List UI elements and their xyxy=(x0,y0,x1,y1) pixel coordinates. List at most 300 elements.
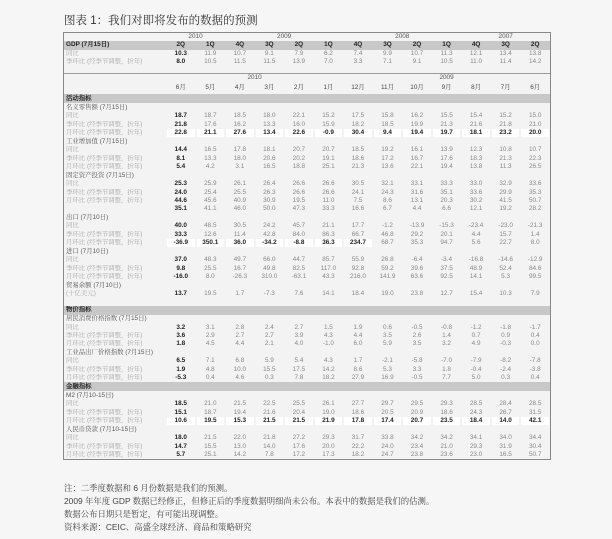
highlighted-value: 18.4 xyxy=(462,417,490,425)
value-cell: 18.6 xyxy=(351,408,365,416)
value-cell xyxy=(255,239,285,247)
value-cell: 4.4 xyxy=(353,331,363,339)
value-cell: 29.3 xyxy=(440,400,453,408)
value-cell: 18.2 xyxy=(322,374,335,382)
value-cell: 14.0 xyxy=(263,442,276,450)
highlighted-value: 234.7 xyxy=(344,239,372,247)
value-cell: -14.6 xyxy=(498,256,513,264)
value-cell: 33.0 xyxy=(469,180,483,188)
value-cell: 2.6 xyxy=(412,331,422,339)
value-cell: 31.7 xyxy=(351,434,365,442)
month-label: 5月 xyxy=(205,84,216,92)
value-cell: 24.7 xyxy=(381,450,394,458)
value-cell: 18.0 xyxy=(174,434,187,442)
value-cell: 18.5 xyxy=(381,120,394,128)
value-cell: 30.4 xyxy=(528,442,542,450)
value-cell: 35.1 xyxy=(440,188,453,196)
value-cell: 13.8 xyxy=(528,49,542,57)
highlighted-value: 17.8 xyxy=(344,417,372,425)
table-row xyxy=(64,129,550,137)
value-cell: 29.2 xyxy=(410,230,424,238)
value-cell: -1.2 xyxy=(381,222,393,230)
value-cell: 7.5 xyxy=(353,196,363,204)
value-cell: 15.4 xyxy=(469,112,483,120)
value-cell: 50.0 xyxy=(263,205,276,213)
value-cell: 141.9 xyxy=(379,272,396,280)
value-cell: 92.8 xyxy=(351,264,365,272)
section-header xyxy=(64,94,550,103)
value-cell: 5.7 xyxy=(176,450,186,458)
value-cell: 18.6 xyxy=(351,154,365,162)
value-cell: 29.5 xyxy=(410,400,424,408)
value-cell: 22.1 xyxy=(410,162,424,170)
value-cell: 49.7 xyxy=(233,256,247,264)
value-cell: 30.5 xyxy=(233,222,247,230)
value-cell: 26.4 xyxy=(263,180,276,188)
value-cell: -0.5 xyxy=(411,374,423,382)
highlighted-value: 20.0 xyxy=(521,129,549,137)
value-cell xyxy=(402,417,432,425)
notes xyxy=(64,482,434,534)
highlighted-value: 19.4 xyxy=(403,129,431,137)
value-cell xyxy=(166,417,196,425)
value-cell: 21.3 xyxy=(440,120,453,128)
value-cell: 10.5 xyxy=(204,57,217,65)
value-cell: 43.3 xyxy=(322,272,335,280)
value-cell: 3.3 xyxy=(353,57,363,65)
note: 资料来源：CEIC、高盛全球经济、商品和策略研究 xyxy=(64,522,252,532)
value-cell: 21.8 xyxy=(263,434,276,442)
value-cell: 5.3 xyxy=(501,272,511,280)
value-cell: 7.0 xyxy=(323,57,333,65)
value-cell: 6.7 xyxy=(383,205,392,213)
table-row xyxy=(64,400,550,408)
value-cell: 11.3 xyxy=(440,49,453,57)
year-label: 2008 xyxy=(395,33,410,40)
value-cell: -5.3 xyxy=(175,374,187,382)
value-cell: 18.1 xyxy=(263,146,276,154)
value-cell: 1.7 xyxy=(353,357,363,365)
value-cell: -23.4 xyxy=(468,222,484,230)
value-cell: 19.4 xyxy=(440,162,453,170)
row-label: 月环比 (经季节调整，折年) xyxy=(66,239,143,247)
value-cell: 26.6 xyxy=(322,180,335,188)
value-cell: 25.5 xyxy=(233,188,247,196)
value-cell: 15.2 xyxy=(499,112,512,120)
value-cell: 3.5 xyxy=(412,340,422,348)
value-cell: 16.1 xyxy=(410,146,424,154)
row-label: 季环比 (经季节调整，折年) xyxy=(66,331,143,339)
value-cell: 63.6 xyxy=(410,272,424,280)
table-row xyxy=(64,273,550,281)
row-label: 同比 xyxy=(66,357,79,365)
value-cell: -0.5 xyxy=(411,323,423,331)
value-cell: 19.2 xyxy=(381,146,394,154)
value-cell: 4.4 xyxy=(412,205,422,213)
value-cell: 17.5 xyxy=(292,365,306,373)
quarter-label: 1Q xyxy=(314,41,344,49)
month-label: 6月 xyxy=(530,84,541,92)
value-cell: 5.9 xyxy=(264,357,274,365)
value-cell: 22.7 xyxy=(499,239,512,247)
value-cell: 17.5 xyxy=(351,112,365,120)
row-label: 月环比 (经季节调整，折年) xyxy=(66,272,143,280)
table-row xyxy=(64,231,550,239)
highlighted-value: 21.1 xyxy=(197,129,225,137)
table-row xyxy=(64,324,550,332)
value-cell: 25.5 xyxy=(292,400,306,408)
value-cell: 5.9 xyxy=(383,340,392,348)
month-header-row xyxy=(64,82,550,94)
value-cell: 16.9 xyxy=(381,374,394,382)
value-cell: 23.0 xyxy=(469,450,483,458)
value-cell: 17.2 xyxy=(381,154,394,162)
highlighted-value: 14.0 xyxy=(492,417,520,425)
value-cell: 6.5 xyxy=(176,357,186,365)
value-cell: 16.7 xyxy=(410,154,424,162)
value-cell: 3.6 xyxy=(176,331,186,339)
value-cell: 26.1 xyxy=(322,400,335,408)
value-cell: 10.3 xyxy=(174,49,187,57)
value-cell: 0.4 xyxy=(530,331,540,339)
value-cell: -1.0 xyxy=(322,340,334,348)
row-label: 季环比 (经季节调整，折年) xyxy=(66,154,143,162)
value-cell: 16.5 xyxy=(263,162,276,170)
value-cell: 7.9 xyxy=(530,290,540,298)
value-cell: 4.6 xyxy=(235,374,245,382)
value-cell: 15.5 xyxy=(440,112,453,120)
value-cell: 1.8 xyxy=(442,365,451,373)
value-cell: -15.3 xyxy=(439,222,454,230)
value-cell: 2.7 xyxy=(294,323,304,331)
value-cell: 22.0 xyxy=(233,434,247,442)
value-cell: 26.1 xyxy=(233,180,247,188)
value-cell: -7.8 xyxy=(529,357,541,365)
value-cell: -0.3 xyxy=(500,340,512,348)
year-label: 2009 xyxy=(277,33,292,40)
value-cell: 86.3 xyxy=(322,230,335,238)
value-cell: 22.5 xyxy=(263,400,276,408)
value-cell xyxy=(225,129,255,137)
value-cell: 13.6 xyxy=(381,162,394,170)
value-cell: 4.3 xyxy=(323,331,333,339)
value-cell: -16.8 xyxy=(468,256,484,264)
value-cell: 16.2 xyxy=(410,112,424,120)
value-cell: 0.0 xyxy=(530,340,540,348)
value-cell: 19.0 xyxy=(322,408,335,416)
value-cell: 0.7 xyxy=(471,331,481,339)
cell xyxy=(284,74,402,83)
value-cell: 6.8 xyxy=(235,357,245,365)
value-cell: 35.3 xyxy=(410,239,424,247)
quarter-label: 3Q xyxy=(255,41,285,49)
value-cell: 34.0 xyxy=(499,434,512,442)
value-cell: 40.0 xyxy=(174,222,187,230)
table-row xyxy=(64,112,550,120)
note: 数据公布日期只是暂定，有可能出现调整。 xyxy=(64,509,224,519)
value-cell: 28.4 xyxy=(499,400,512,408)
value-cell: -21.3 xyxy=(527,222,543,230)
value-cell: 33.6 xyxy=(528,180,542,188)
group-header xyxy=(64,247,550,256)
value-cell xyxy=(343,129,373,137)
value-cell: 28.5 xyxy=(469,400,483,408)
row-label: 月环比 (经季节调整，折年) xyxy=(66,374,143,382)
value-cell: 18.0 xyxy=(233,154,247,162)
value-cell: 48.3 xyxy=(204,256,217,264)
value-cell: 2.9 xyxy=(205,331,215,339)
value-cell: 34.2 xyxy=(410,434,424,442)
highlighted-value: 21.9 xyxy=(315,417,343,425)
value-cell: 12.1 xyxy=(469,205,483,213)
value-cell: -16.0 xyxy=(173,272,189,280)
value-cell: 50.7 xyxy=(528,450,542,458)
value-cell: 3.9 xyxy=(294,331,304,339)
month-label: 10月 xyxy=(410,84,424,92)
value-cell: -8.2 xyxy=(500,357,512,365)
value-cell: 66.0 xyxy=(263,256,276,264)
cell xyxy=(64,33,166,41)
indicator-title: 进口 (7月10日) xyxy=(66,247,109,255)
value-cell: 7.1 xyxy=(205,357,215,365)
value-cell: 13.7 xyxy=(174,290,187,298)
value-cell: 84.0 xyxy=(292,230,306,238)
cell xyxy=(491,74,550,83)
value-cell: 18.5 xyxy=(233,112,247,120)
value-cell: 16.5 xyxy=(499,450,512,458)
value-cell: 1.7 xyxy=(235,290,245,298)
section-title: GDP (7月15日) xyxy=(64,41,166,49)
value-cell: 33.8 xyxy=(381,434,394,442)
row-label: 同比 xyxy=(66,146,79,154)
value-cell: 19.4 xyxy=(233,408,247,416)
value-cell: 10.0 xyxy=(233,365,247,373)
value-cell: 0.6 xyxy=(383,323,392,331)
value-cell: 117.0 xyxy=(320,264,337,272)
section-header xyxy=(64,306,550,315)
value-cell: 5.4 xyxy=(176,162,186,170)
year-label: 2010 xyxy=(225,74,284,83)
value-cell xyxy=(314,239,344,247)
value-cell: 14.2 xyxy=(322,365,335,373)
value-cell: 23.4 xyxy=(410,442,424,450)
value-cell: 25.3 xyxy=(174,180,187,188)
table-row xyxy=(64,451,550,459)
value-cell: 21.5 xyxy=(204,434,217,442)
value-cell: 68.7 xyxy=(381,239,394,247)
highlighted-value: 13.4 xyxy=(256,129,284,137)
month-label: 12月 xyxy=(351,84,365,92)
value-cell: 2.4 xyxy=(264,323,274,331)
value-cell: 23.8 xyxy=(410,290,424,298)
table-row xyxy=(64,205,550,213)
note: 2009 年年度 GDP 数据已经修正，但修正后的季度数据明细尚未公布。本表中的数据是我们的估测。 xyxy=(64,496,435,506)
value-cell xyxy=(284,239,314,247)
value-cell: 21.6 xyxy=(263,408,276,416)
value-cell: 0.9 xyxy=(501,331,511,339)
group-header xyxy=(64,171,550,180)
value-cell: 59.2 xyxy=(381,264,394,272)
value-cell: 19.5 xyxy=(204,290,217,298)
value-cell: 30.5 xyxy=(351,180,365,188)
highlighted-value: 21.5 xyxy=(256,417,284,425)
table-row xyxy=(64,155,550,163)
highlighted-value: -34.2 xyxy=(256,239,284,247)
table-row xyxy=(64,357,550,365)
row-label: 季环比 (经季节调整，折年) xyxy=(66,442,143,450)
row-label: 月环比 (经季节调整，折年) xyxy=(66,450,143,458)
value-cell: -13.9 xyxy=(409,222,425,230)
value-cell: 13.3 xyxy=(204,154,217,162)
value-cell: 34.2 xyxy=(440,434,453,442)
value-cell: 18.5 xyxy=(174,400,187,408)
highlighted-value: 21.5 xyxy=(285,417,313,425)
value-cell xyxy=(196,417,226,425)
row-label: 同比 xyxy=(66,222,79,230)
row-label: 同比 xyxy=(66,180,79,188)
year-label: 2010 xyxy=(188,33,203,40)
row-label: 同比 xyxy=(66,49,79,57)
indicator-title: 贸易余额 (7月10日) xyxy=(66,281,122,289)
value-cell: 8.6 xyxy=(383,196,392,204)
value-cell: -3.4 xyxy=(441,256,453,264)
table-row xyxy=(64,222,550,230)
value-cell: 18.5 xyxy=(351,146,365,154)
cell xyxy=(166,74,225,83)
value-cell: 24.3 xyxy=(469,408,483,416)
quarter-label: 4Q xyxy=(343,41,373,49)
table-row xyxy=(64,290,550,298)
value-cell: 45.7 xyxy=(292,222,306,230)
value-cell: 29.3 xyxy=(322,434,335,442)
value-cell: 19.2 xyxy=(499,205,512,213)
highlighted-value: -0.9 xyxy=(315,129,343,137)
table-row xyxy=(64,180,550,188)
value-cell: 3.1 xyxy=(235,162,245,170)
value-cell: 41.5 xyxy=(499,196,512,204)
value-cell: 10.7 xyxy=(528,146,542,154)
value-cell: 17.7 xyxy=(351,222,365,230)
value-cell: 37.0 xyxy=(174,256,187,264)
value-cell: 34.4 xyxy=(528,434,542,442)
note: 注：二季度数据和 6 月份数据是我们的预测。 xyxy=(64,483,233,493)
value-cell: 14.2 xyxy=(233,450,247,458)
value-cell: -12.9 xyxy=(527,256,543,264)
section-title: 金融指标 xyxy=(64,382,550,391)
value-cell: 27.2 xyxy=(292,434,306,442)
month-label: 1月 xyxy=(323,84,334,92)
value-cell: 16.7 xyxy=(233,264,247,272)
row-label xyxy=(64,205,166,213)
row-label: 季环比 (经季节调整，折年) xyxy=(66,408,143,416)
value-cell: 13.9 xyxy=(440,146,453,154)
row-label: (十亿美元) xyxy=(66,290,96,298)
value-cell: 48.5 xyxy=(204,222,217,230)
row-label: 同比 xyxy=(66,434,79,442)
highlighted-value: 36.3 xyxy=(315,239,343,247)
month-label: 2月 xyxy=(293,84,304,92)
cell xyxy=(64,299,550,306)
value-cell: 26.6 xyxy=(322,188,335,196)
value-cell: 7.4 xyxy=(353,49,363,57)
value-cell: 13.0 xyxy=(233,442,247,450)
value-cell: 12.7 xyxy=(440,290,453,298)
value-cell: 33.3 xyxy=(440,180,453,188)
table-row xyxy=(64,409,550,417)
value-cell: 7.1 xyxy=(383,57,392,65)
value-cell: 7.6 xyxy=(294,290,304,298)
highlighted-value: 36.0 xyxy=(226,239,254,247)
quarter-label: 3Q xyxy=(373,41,403,49)
value-cell: -26.3 xyxy=(232,272,248,280)
value-cell: 19.1 xyxy=(322,154,335,162)
value-cell: 21.8 xyxy=(174,120,187,128)
value-cell: 13.1 xyxy=(410,196,424,204)
value-cell: 55.9 xyxy=(351,256,365,264)
highlighted-value: 22.8 xyxy=(167,129,195,137)
table-row xyxy=(64,256,550,264)
value-cell: 26.5 xyxy=(528,162,542,170)
value-cell: 24.3 xyxy=(381,188,394,196)
highlighted-value: -8.8 xyxy=(285,239,313,247)
value-cell: 2.1 xyxy=(264,340,274,348)
quarter-label: 4Q xyxy=(225,41,255,49)
value-cell: 25.1 xyxy=(322,162,335,170)
value-cell: 47.3 xyxy=(292,205,306,213)
value-cell: 25.9 xyxy=(204,180,217,188)
indicator-title: 出口 (7月10日) xyxy=(66,213,109,221)
value-cell: 21.1 xyxy=(322,222,335,230)
value-cell: 12.3 xyxy=(469,146,483,154)
value-cell: 4.4 xyxy=(235,340,245,348)
value-cell: 20.9 xyxy=(410,408,424,416)
group-header xyxy=(64,213,550,222)
value-cell: 18.4 xyxy=(351,290,365,298)
value-cell: 22.2 xyxy=(351,442,365,450)
value-cell: 310.0 xyxy=(261,272,278,280)
value-cell: 2.7 xyxy=(264,331,274,339)
value-cell: 4.4 xyxy=(471,230,481,238)
value-cell: 4.9 xyxy=(471,340,481,348)
month-year-row xyxy=(64,74,550,83)
value-cell: 31.6 xyxy=(410,188,424,196)
group-header xyxy=(64,137,550,146)
month-label: 9月 xyxy=(441,84,452,92)
value-cell: 30.2 xyxy=(469,196,483,204)
value-cell: 14.1 xyxy=(322,290,335,298)
value-cell: 2.8 xyxy=(235,323,245,331)
value-cell: 20.4 xyxy=(292,408,306,416)
value-cell: 85.7 xyxy=(322,256,335,264)
value-cell: 12.6 xyxy=(204,230,217,238)
value-cell: 9.8 xyxy=(176,264,186,272)
value-cell: 7.7 xyxy=(442,374,451,382)
row-label: 月环比 (经季节调整，折年) xyxy=(66,416,143,424)
value-cell xyxy=(343,417,373,425)
value-cell xyxy=(284,417,314,425)
value-cell: 16.2 xyxy=(233,120,247,128)
value-cell: 39.6 xyxy=(410,264,424,272)
highlighted-value: 22.6 xyxy=(285,129,313,137)
table-row xyxy=(64,417,550,425)
year-label: 2007 xyxy=(498,33,513,40)
highlighted-value: 42.1 xyxy=(521,417,549,425)
value-cell: 23.6 xyxy=(440,450,453,458)
value-cell: 32.1 xyxy=(381,180,394,188)
value-cell xyxy=(255,129,285,137)
value-cell: 18.7 xyxy=(204,408,217,416)
value-cell: 15.5 xyxy=(204,442,217,450)
